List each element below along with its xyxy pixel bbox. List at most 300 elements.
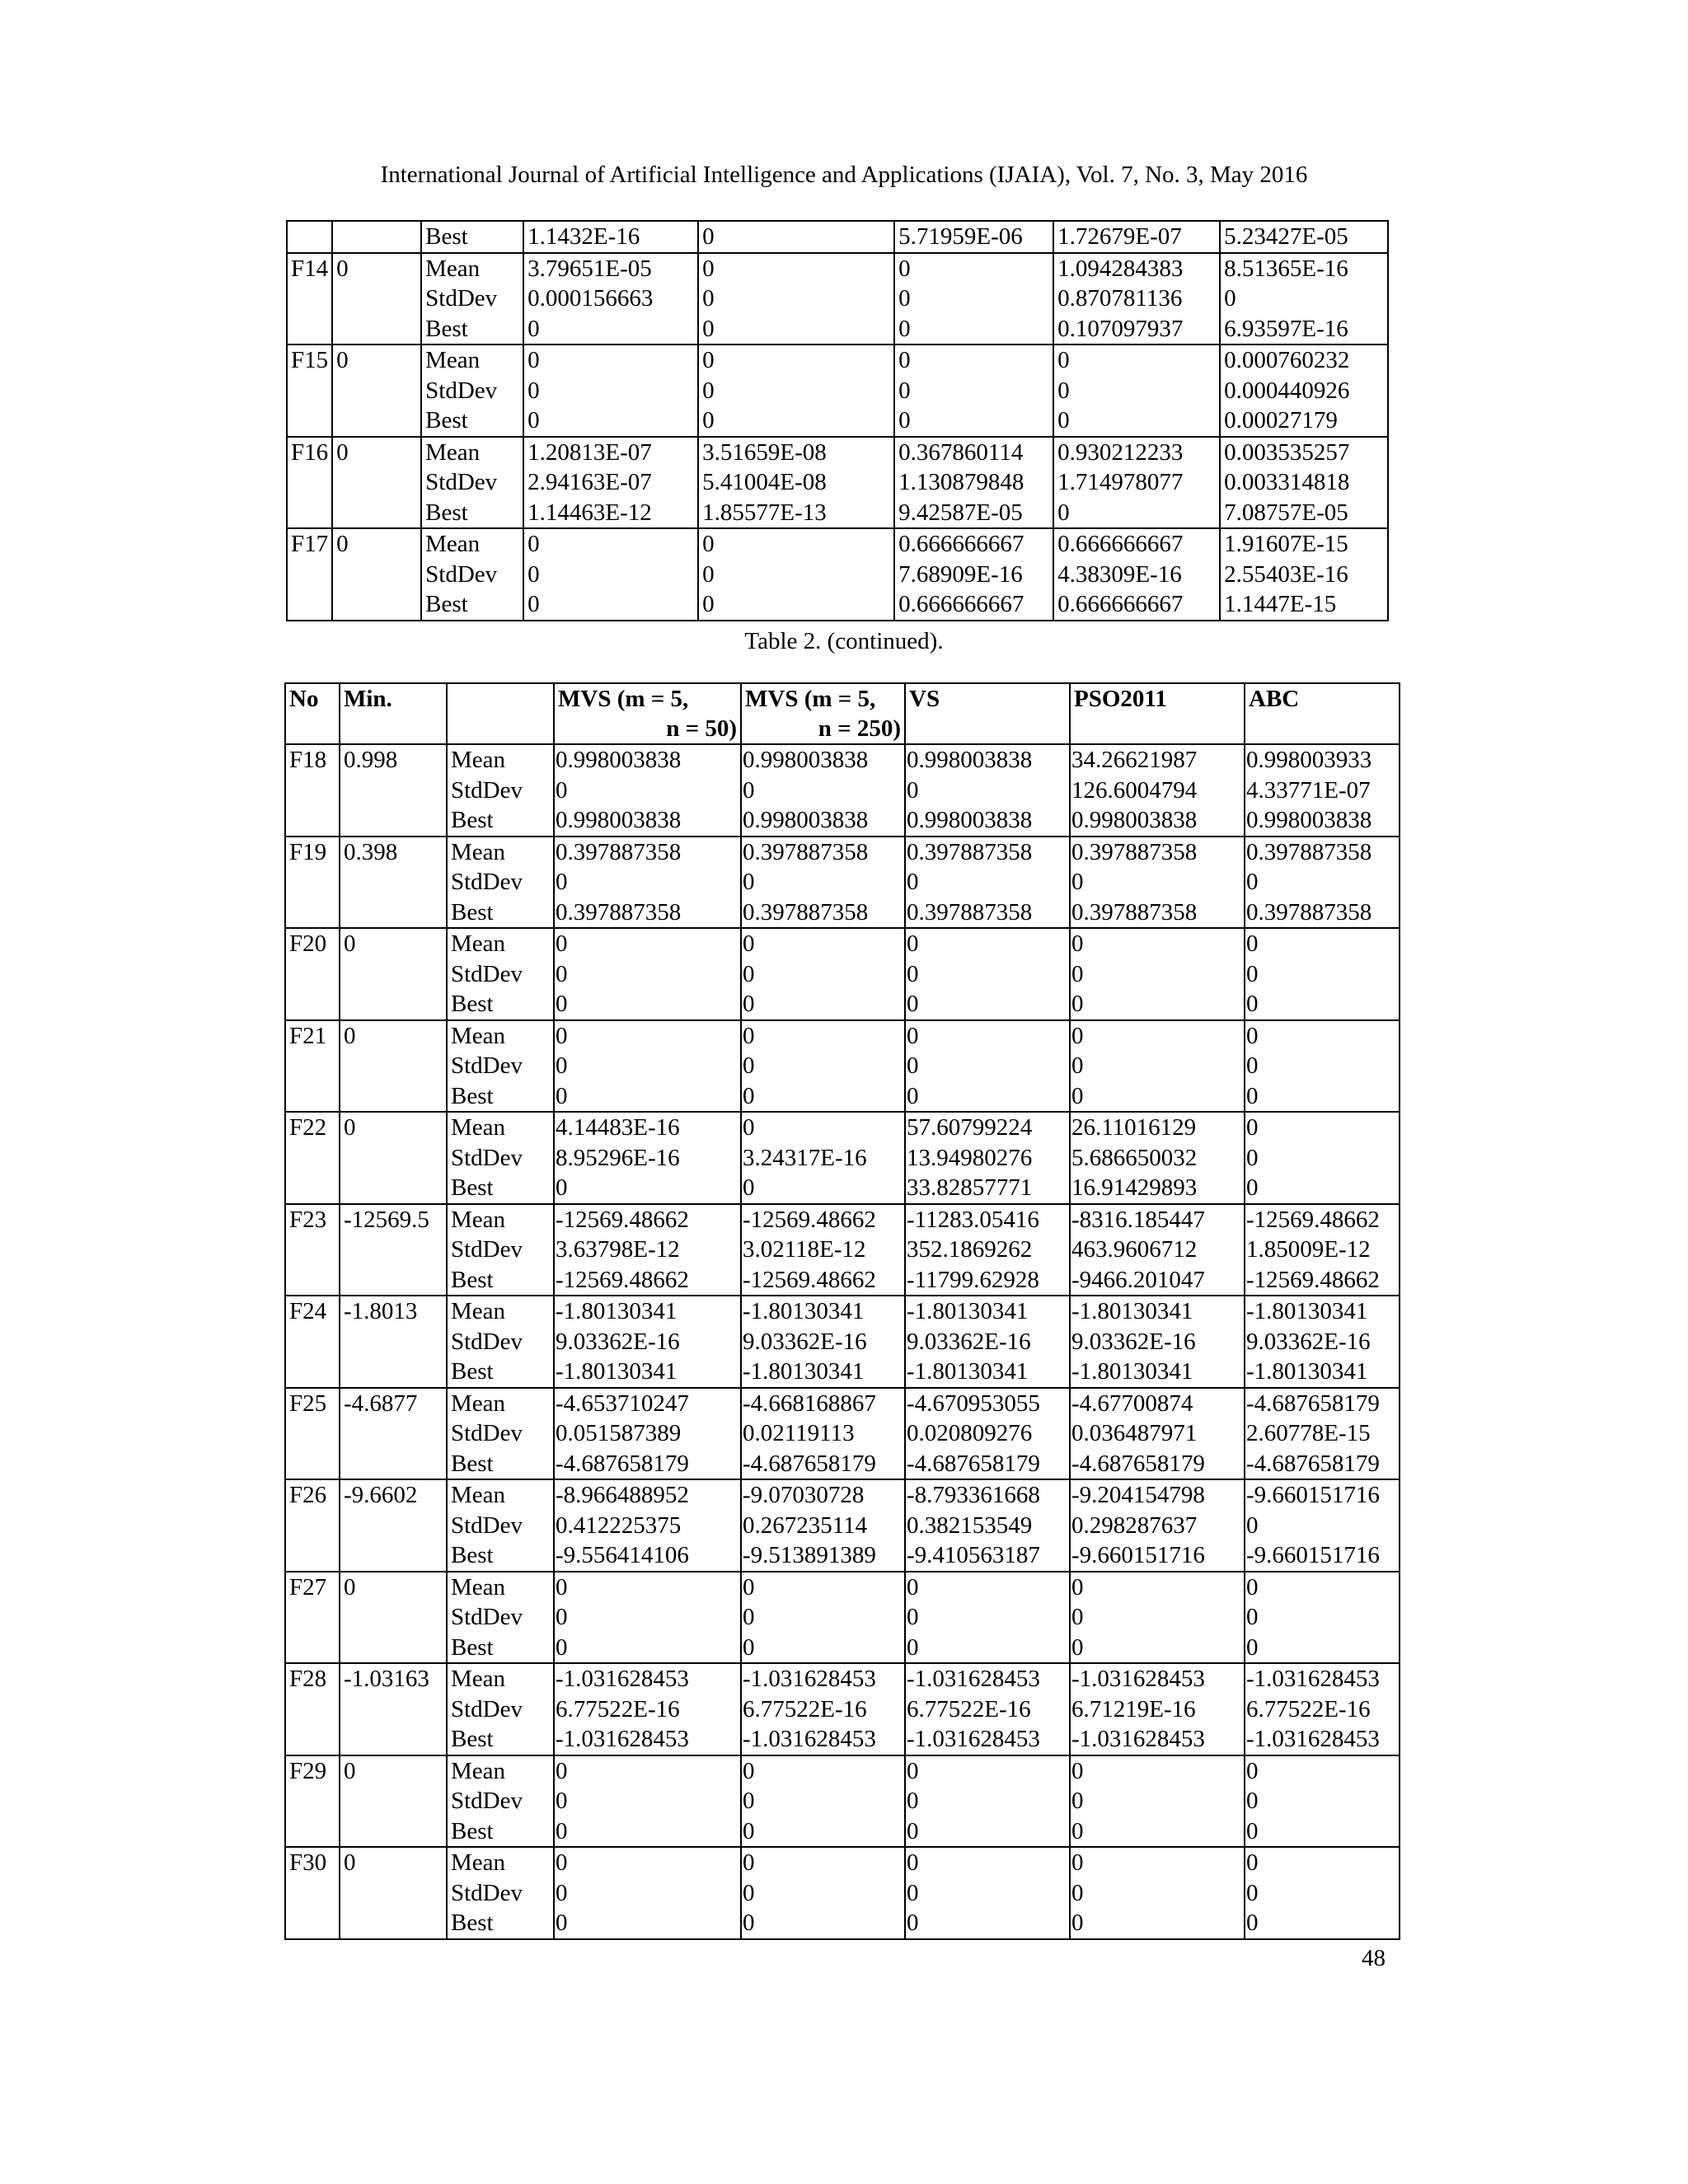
min-value-cell [332,376,421,406]
stat-label-cell: StdDev [447,1694,554,1725]
value-cell: 0.000760232 [1220,344,1388,376]
stat-label-cell: Best [447,1357,554,1388]
value-cell: -9466.201047 [1070,1265,1245,1296]
function-no-cell [285,805,340,837]
value-cell: -1.80130341 [1070,1296,1245,1327]
function-no-cell [287,221,332,253]
header-pso2011: PSO2011 [1070,683,1245,744]
table-row [285,1908,1400,1939]
function-no-cell [285,867,340,898]
value-cell: 1.72679E-07 [1053,221,1220,253]
function-no-cell [287,589,332,621]
value-cell: 0 [1245,989,1400,1020]
function-no-cell [285,1694,340,1725]
table-row [285,1786,1400,1816]
value-cell: -1.031628453 [741,1663,905,1694]
function-no-cell [285,1724,340,1755]
value-cell: 0.003314818 [1220,467,1388,498]
value-cell: -1.80130341 [554,1357,741,1388]
value-cell: 0 [905,1878,1070,1909]
function-no-cell: F24 [285,1296,340,1327]
table-row [287,528,1388,560]
value-cell: 0.397887358 [905,837,1070,868]
value-cell: 0 [1053,405,1220,437]
value-cell: -1.031628453 [1245,1724,1400,1755]
table-row [287,284,1388,314]
function-no-cell [287,284,332,314]
value-cell: 0 [554,1633,741,1664]
function-no-cell [285,776,340,806]
value-cell: 0 [905,1081,1070,1113]
value-cell: 0 [698,284,894,314]
value-cell: 0 [1053,498,1220,529]
value-cell: 0 [1070,1847,1245,1878]
function-no-cell [285,1051,340,1081]
min-value-cell [332,560,421,590]
value-cell: 0.998003838 [905,744,1070,776]
value-cell: -1.80130341 [1245,1357,1400,1388]
table-row [285,1235,1400,1265]
min-value-cell [340,1173,447,1204]
function-no-cell [285,1265,340,1296]
value-cell: 2.55403E-16 [1220,560,1388,590]
value-cell: 5.71959E-06 [894,221,1053,253]
value-cell: 0.397887358 [554,837,741,868]
value-cell: 0 [554,1081,741,1113]
value-cell: 0 [905,1908,1070,1939]
value-cell: 0 [1070,1020,1245,1052]
value-cell: 0.397887358 [1245,837,1400,868]
value-cell: 5.23427E-05 [1220,221,1388,253]
header-min: Min. [340,683,447,744]
stat-label-cell: Best [447,1908,554,1939]
stat-label-cell: Mean [447,1663,554,1694]
table-row [285,1694,1400,1725]
stat-label-cell: Mean [421,253,523,284]
function-no-cell [285,1327,340,1357]
table-row [285,1081,1400,1113]
value-cell: 9.42587E-05 [894,498,1053,529]
min-value-cell: 0 [340,1847,447,1878]
min-value-cell [340,1449,447,1480]
value-cell: 0.998003838 [741,744,905,776]
value-cell: 0 [554,776,741,806]
value-cell: 0.397887358 [741,898,905,929]
value-cell: 0 [741,1633,905,1664]
value-cell: 0 [1245,1020,1400,1052]
function-no-cell [285,1173,340,1204]
value-cell: 0 [554,1572,741,1603]
table-header-row [285,683,1400,744]
value-cell: 0 [1070,1755,1245,1787]
function-no-cell [287,376,332,406]
value-cell: 0 [905,1755,1070,1787]
stat-label-cell: Mean [421,344,523,376]
table-row [285,776,1400,806]
value-cell: 0 [1220,284,1388,314]
value-cell: 0 [554,1847,741,1878]
results-table-part2 [284,682,1400,1940]
value-cell: 0 [1070,1908,1245,1939]
value-cell: -1.80130341 [741,1357,905,1388]
stat-label-cell: Mean [421,528,523,560]
table-row [285,1816,1400,1848]
value-cell: -1.80130341 [905,1296,1070,1327]
stat-label-cell: Best [421,498,523,529]
value-cell: 13.94980276 [905,1143,1070,1174]
value-cell: 1.85577E-13 [698,498,894,529]
table-row [285,805,1400,837]
min-value-cell: -9.6602 [340,1479,447,1511]
value-cell: 0 [554,1020,741,1052]
value-cell: 0.298287637 [1070,1511,1245,1541]
value-cell: 0 [1245,1786,1400,1816]
value-cell: 9.03362E-16 [905,1327,1070,1357]
value-cell: 0 [1070,1081,1245,1113]
table-row [285,1511,1400,1541]
min-value-cell [340,1511,447,1541]
min-value-cell: 0 [332,344,421,376]
value-cell: 0.666666667 [1053,528,1220,560]
value-cell: -1.80130341 [554,1296,741,1327]
value-cell: 7.08757E-05 [1220,498,1388,529]
min-value-cell: 0 [340,1755,447,1787]
value-cell: 9.03362E-16 [1245,1327,1400,1357]
results-table-part2-body [285,744,1400,1939]
value-cell: 0 [741,1847,905,1878]
stat-label-cell: StdDev [447,1418,554,1449]
stat-label-cell: Mean [447,1020,554,1052]
value-cell: 0.000440926 [1220,376,1388,406]
value-cell: 5.41004E-08 [698,467,894,498]
value-cell: 0 [1245,1112,1400,1143]
table-row [287,344,1388,376]
value-cell: 0 [1245,1511,1400,1541]
min-value-cell [332,284,421,314]
header-mvs-n50-line2: n = 50) [666,715,737,742]
table-row [285,989,1400,1020]
min-value-cell: -1.8013 [340,1296,447,1327]
value-cell: 0.412225375 [554,1511,741,1541]
value-cell: -1.80130341 [741,1296,905,1327]
value-cell: 4.38309E-16 [1053,560,1220,590]
value-cell: 0 [1070,959,1245,990]
value-cell: -4.687658179 [905,1449,1070,1480]
value-cell: -12569.48662 [741,1204,905,1235]
value-cell: 0 [523,589,698,621]
value-cell: 0 [554,867,741,898]
stat-label-cell: Best [421,589,523,621]
value-cell: 0 [554,1173,741,1204]
header-no: No [285,683,340,744]
value-cell: 0 [554,1755,741,1787]
value-cell: 5.686650032 [1070,1143,1245,1174]
value-cell: 0.02119113 [741,1418,905,1449]
function-no-cell: F27 [285,1572,340,1603]
value-cell: 0 [905,959,1070,990]
value-cell: 0 [554,1878,741,1909]
function-no-cell: F14 [287,253,332,284]
min-value-cell: 0 [332,528,421,560]
value-cell: -9.204154798 [1070,1479,1245,1511]
min-value-cell [340,1908,447,1939]
min-value-cell [340,1786,447,1816]
value-cell: -4.687658179 [1070,1449,1245,1480]
stat-label-cell: Best [447,805,554,837]
value-cell: 16.91429893 [1070,1173,1245,1204]
table-row [285,867,1400,898]
table-row [287,405,1388,437]
value-cell: 0 [1070,1878,1245,1909]
value-cell: -4.668168867 [741,1388,905,1419]
value-cell: 0 [741,1020,905,1052]
value-cell: -9.660151716 [1245,1479,1400,1511]
header-mvs-n50-line1: MVS (m = 5, [558,686,689,712]
value-cell: 0 [741,1572,905,1603]
value-cell: 6.77522E-16 [1245,1694,1400,1725]
value-cell: 0 [1245,959,1400,990]
value-cell: -8316.185447 [1070,1204,1245,1235]
min-value-cell [340,1235,447,1265]
value-cell: -9.410563187 [905,1540,1070,1572]
table-row [285,1327,1400,1357]
value-cell: -12569.48662 [741,1265,905,1296]
value-cell: 0 [1070,928,1245,959]
min-value-cell [332,221,421,253]
value-cell: 2.94163E-07 [523,467,698,498]
value-cell: -8.793361668 [905,1479,1070,1511]
min-value-cell [340,989,447,1020]
value-cell: 0 [1245,1755,1400,1787]
function-no-cell: F23 [285,1204,340,1235]
table-row [285,1755,1400,1787]
table-row [287,560,1388,590]
value-cell: -11283.05416 [905,1204,1070,1235]
function-no-cell [285,1602,340,1633]
value-cell: 0.998003838 [1070,805,1245,837]
value-cell: 3.79651E-05 [523,253,698,284]
stat-label-cell: Mean [447,744,554,776]
stat-label-cell: Best [421,314,523,345]
table-row [285,928,1400,959]
value-cell: 0 [741,1602,905,1633]
function-no-cell: F29 [285,1755,340,1787]
value-cell: 0 [741,1112,905,1143]
value-cell: 0 [894,344,1053,376]
value-cell: 0 [1245,1908,1400,1939]
value-cell: 463.9606712 [1070,1235,1245,1265]
stat-label-cell: Mean [447,1296,554,1327]
value-cell: 0 [523,560,698,590]
min-value-cell: 0 [340,928,447,959]
value-cell: -11799.62928 [905,1265,1070,1296]
min-value-cell [340,1143,447,1174]
value-cell: 0 [741,959,905,990]
stat-label-cell: StdDev [421,376,523,406]
min-value-cell [340,1418,447,1449]
value-cell: -1.80130341 [905,1357,1070,1388]
table-row [285,1449,1400,1480]
value-cell: 6.77522E-16 [905,1694,1070,1725]
value-cell: 0 [1070,989,1245,1020]
min-value-cell: 0.398 [340,837,447,868]
value-cell: 0 [698,221,894,253]
value-cell: -1.031628453 [554,1663,741,1694]
stat-label-cell: Mean [447,928,554,959]
value-cell: 0.020809276 [905,1418,1070,1449]
value-cell: 0.998003838 [554,805,741,837]
value-cell: 0.397887358 [905,898,1070,929]
function-no-cell: F19 [285,837,340,868]
min-value-cell [332,498,421,529]
value-cell: 4.33771E-07 [1245,776,1400,806]
value-cell: 0.998003838 [1245,805,1400,837]
value-cell: 0 [905,867,1070,898]
value-cell: -4.687658179 [1245,1449,1400,1480]
table-row [285,1847,1400,1878]
value-cell: 0 [894,405,1053,437]
value-cell: -12569.48662 [554,1204,741,1235]
table-row [285,837,1400,868]
min-value-cell [340,898,447,929]
table-row [285,1112,1400,1143]
value-cell: 0 [1070,1572,1245,1603]
value-cell: 0 [741,1816,905,1848]
value-cell: 0.397887358 [1070,898,1245,929]
value-cell: 0 [905,1602,1070,1633]
stat-label-cell: StdDev [447,1235,554,1265]
header-mvs-n250-line2: n = 250) [818,715,901,742]
function-no-cell [285,1908,340,1939]
value-cell: 0 [698,528,894,560]
value-cell: 0 [1070,867,1245,898]
min-value-cell: 0 [340,1572,447,1603]
value-cell: 0 [741,1081,905,1113]
value-cell: 0 [523,314,698,345]
stat-label-cell: StdDev [421,467,523,498]
function-no-cell [285,1418,340,1449]
function-no-cell [285,1816,340,1848]
value-cell: 3.63798E-12 [554,1235,741,1265]
table-row [287,589,1388,621]
value-cell: -9.513891389 [741,1540,905,1572]
function-no-cell [285,898,340,929]
value-cell: 0 [1245,1602,1400,1633]
value-cell: 3.24317E-16 [741,1143,905,1174]
value-cell: 4.14483E-16 [554,1112,741,1143]
stat-label-cell: Best [447,1816,554,1848]
value-cell: -12569.48662 [1245,1204,1400,1235]
value-cell: 0.051587389 [554,1418,741,1449]
value-cell: 0 [894,314,1053,345]
value-cell: 0 [1245,1878,1400,1909]
value-cell: 0 [905,1051,1070,1081]
value-cell: 126.6004794 [1070,776,1245,806]
value-cell: 0.397887358 [1070,837,1245,868]
value-cell: 6.77522E-16 [554,1694,741,1725]
stat-label-cell: Best [447,1173,554,1204]
value-cell: 0 [1053,376,1220,406]
journal-header: International Journal of Artificial Intelligence and Applications (IJAIA), Vol. 7, No. 3, May 2016 [380,162,1308,188]
table-row [287,498,1388,529]
function-no-cell [285,1511,340,1541]
min-value-cell [340,1816,447,1848]
min-value-cell [340,805,447,837]
function-no-cell [287,405,332,437]
function-no-cell [287,467,332,498]
function-no-cell [285,1878,340,1909]
table-row [285,1663,1400,1694]
table-row [287,467,1388,498]
value-cell: 0.003535257 [1220,437,1388,468]
function-no-cell: F20 [285,928,340,959]
min-value-cell [340,867,447,898]
table-row [287,221,1388,253]
function-no-cell: F25 [285,1388,340,1419]
function-no-cell: F28 [285,1663,340,1694]
header-stat [447,683,554,744]
value-cell: 0 [554,1816,741,1848]
table-row [285,1143,1400,1174]
value-cell: 1.20813E-07 [523,437,698,468]
min-value-cell: 0 [332,253,421,284]
value-cell: 0 [1245,1847,1400,1878]
stat-label-cell: Mean [447,837,554,868]
table-row [285,1265,1400,1296]
min-value-cell [340,1633,447,1664]
value-cell: 0 [554,928,741,959]
value-cell: 0 [905,1572,1070,1603]
value-cell: 0 [698,405,894,437]
value-cell: -4.670953055 [905,1388,1070,1419]
min-value-cell [340,1602,447,1633]
value-cell: 0 [1245,1816,1400,1848]
function-no-cell [285,1235,340,1265]
table-row [285,744,1400,776]
value-cell: 0.107097937 [1053,314,1220,345]
value-cell: 1.14463E-12 [523,498,698,529]
stat-label-cell: Mean [421,437,523,468]
value-cell: 0.00027179 [1220,405,1388,437]
value-cell: 0 [1245,1173,1400,1204]
stat-label-cell: Mean [447,1755,554,1787]
value-cell: 0 [894,284,1053,314]
function-no-cell [285,1143,340,1174]
stat-label-cell: Mean [447,1847,554,1878]
value-cell: 0 [894,253,1053,284]
value-cell: 1.130879848 [894,467,1053,498]
value-cell: 0 [1070,1786,1245,1816]
value-cell: 0 [1245,1633,1400,1664]
stat-label-cell: Best [447,1724,554,1755]
value-cell: 0 [894,376,1053,406]
function-no-cell [287,498,332,529]
table-row [287,253,1388,284]
min-value-cell [340,1265,447,1296]
stat-label-cell: StdDev [447,1786,554,1816]
table-row [285,1296,1400,1327]
header-abc: ABC [1245,683,1400,744]
value-cell: -4.687658179 [741,1449,905,1480]
stat-label-cell: Mean [447,1572,554,1603]
value-cell: 0 [1070,1602,1245,1633]
min-value-cell [340,776,447,806]
stat-label-cell: StdDev [447,1878,554,1909]
stat-label-cell: Best [447,1449,554,1480]
value-cell: 0 [698,314,894,345]
value-cell: 1.91607E-15 [1220,528,1388,560]
function-no-cell [287,314,332,345]
